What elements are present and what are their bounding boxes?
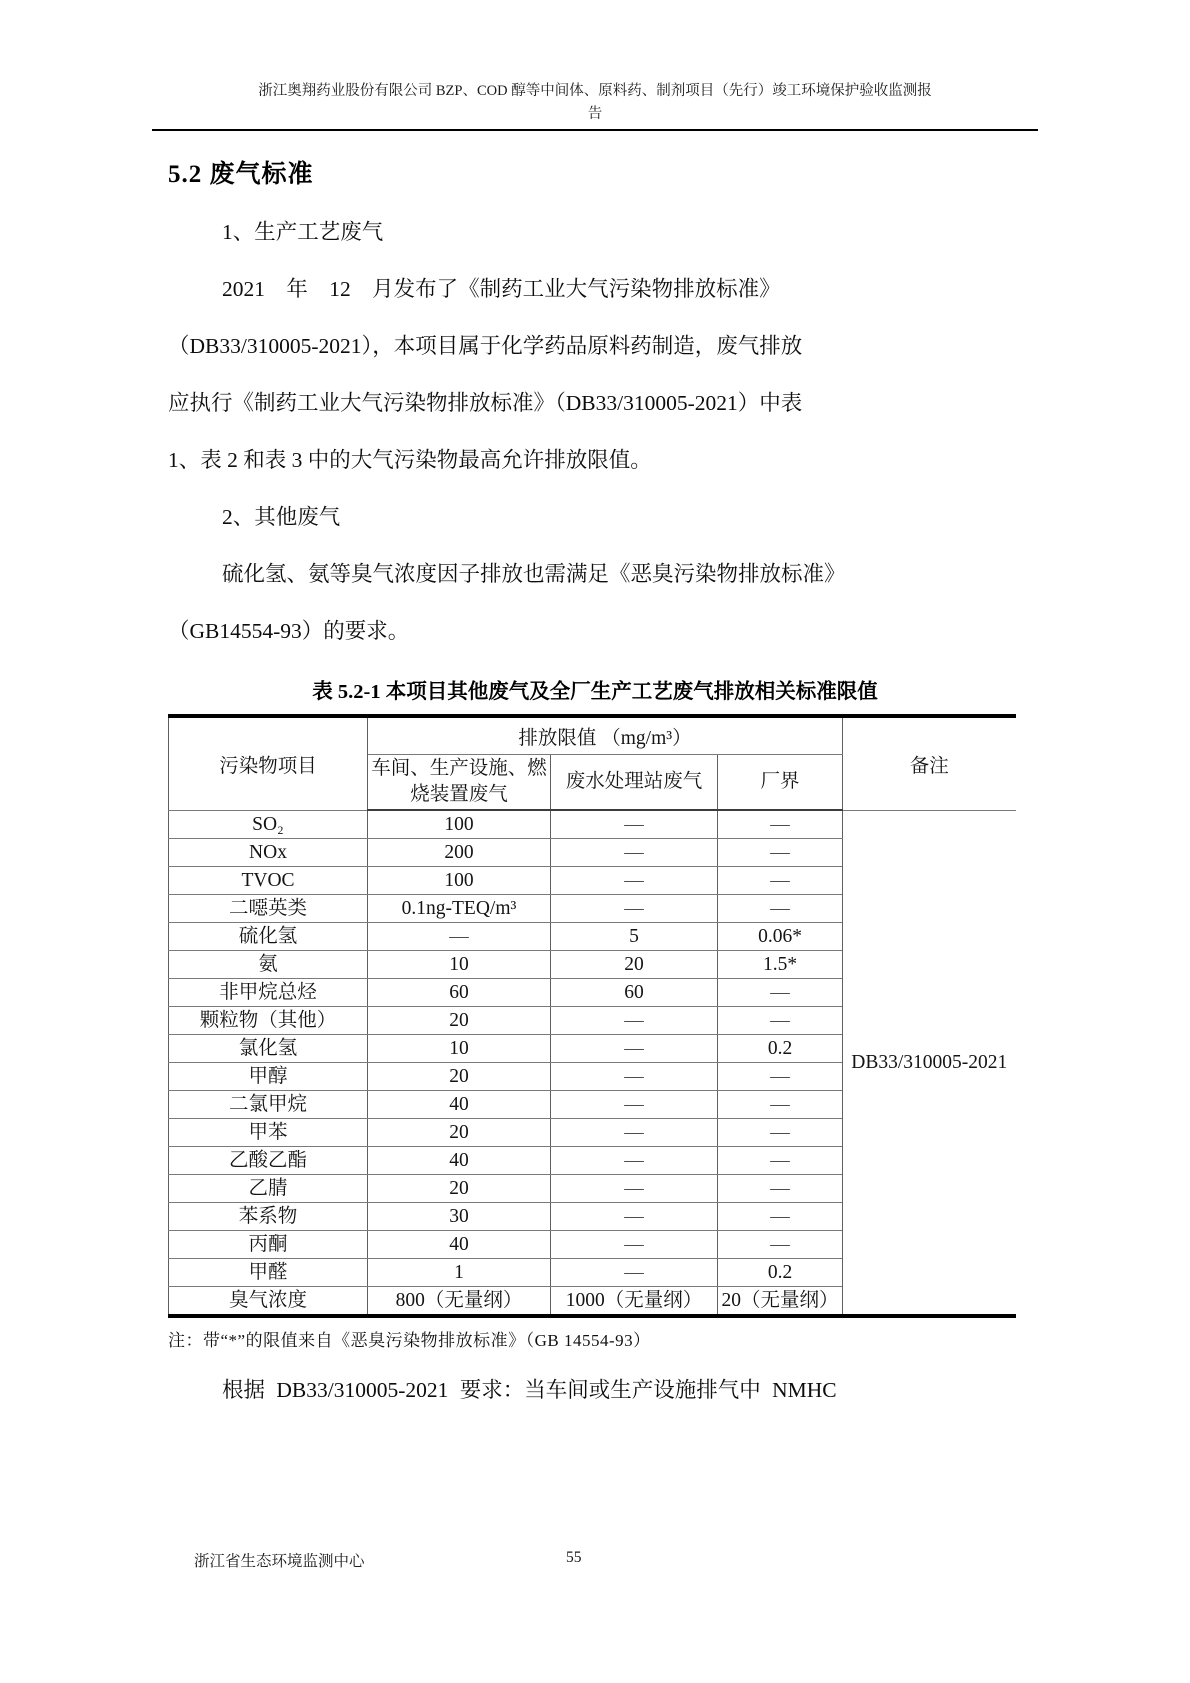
pollutant-name-cell: 甲苯 xyxy=(169,1119,368,1147)
limit-value-cell: — xyxy=(551,810,718,839)
limit-value-cell: — xyxy=(551,839,718,867)
limit-value-cell: 20（无量纲） xyxy=(718,1287,843,1317)
body-text-line: （GB14554-93）的要求。 xyxy=(168,619,410,643)
limit-value-cell: 20 xyxy=(368,1063,551,1091)
pollutant-name-cell: 乙腈 xyxy=(169,1175,368,1203)
limit-value-cell: — xyxy=(718,1063,843,1091)
limit-value-cell: 0.1ng-TEQ/m³ xyxy=(368,895,551,923)
running-header-line2: 告 xyxy=(587,106,603,122)
standards-table xyxy=(168,714,1016,1318)
header-rule xyxy=(152,129,1038,131)
table-row xyxy=(169,810,1016,839)
limit-value-cell: 100 xyxy=(368,867,551,895)
pollutant-name-cell: 非甲烷总烃 xyxy=(169,979,368,1007)
limit-value-cell: 20 xyxy=(368,1007,551,1035)
limit-value-cell: — xyxy=(718,1203,843,1231)
limit-value-cell: 40 xyxy=(368,1147,551,1175)
page-footer xyxy=(168,1549,1022,1571)
col-header-workshop: 车间、生产设施、燃烧装置废气 xyxy=(368,754,551,810)
pollutant-name-cell: 臭气浓度 xyxy=(169,1287,368,1317)
closing-paragraph: 根据 DB33/310005-2021 要求：当车间或生产设施排气中 NMHC xyxy=(222,1378,837,1402)
limit-value-cell: 60 xyxy=(368,979,551,1007)
pollutant-name-cell: 氯化氢 xyxy=(169,1035,368,1063)
body-text-line: 硫化氢、氨等臭气浓度因子排放也需满足《恶臭污染物排放标准》 xyxy=(222,562,846,586)
limit-value-cell: — xyxy=(551,895,718,923)
body-paragraphs xyxy=(168,204,1022,660)
limit-value-cell: — xyxy=(551,1203,718,1231)
limit-value-cell: 200 xyxy=(368,839,551,867)
limit-value-cell: — xyxy=(551,1119,718,1147)
pollutant-name-cell: 甲醛 xyxy=(169,1259,368,1287)
limit-value-cell: — xyxy=(551,1259,718,1287)
limit-value-cell: — xyxy=(718,1091,843,1119)
table-caption: 表 5.2-1 本项目其他废气及全厂生产工艺废气排放相关标准限值 xyxy=(312,681,878,703)
limit-value-cell: — xyxy=(551,1035,718,1063)
limit-value-cell: — xyxy=(718,810,843,839)
section-title: 5.2 废气标准 xyxy=(168,161,314,188)
limit-value-cell: 1 xyxy=(368,1259,551,1287)
table-header-group-row xyxy=(169,716,1016,754)
limit-value-cell: — xyxy=(718,1147,843,1175)
footer-page-number: 55 xyxy=(566,1549,582,1566)
pollutant-name-cell: TVOC xyxy=(169,867,368,895)
pollutant-name-cell: 二氯甲烷 xyxy=(169,1091,368,1119)
limit-value-cell: 0.2 xyxy=(718,1259,843,1287)
col-header-pollutant: 污染物项目 xyxy=(169,716,368,810)
limit-value-cell: 1.5* xyxy=(718,951,843,979)
limit-value-cell: 40 xyxy=(368,1091,551,1119)
limit-value-cell: 0.2 xyxy=(718,1035,843,1063)
limit-value-cell: 1000（无量纲） xyxy=(551,1287,718,1317)
page-content xyxy=(168,148,1022,1404)
limit-value-cell: 10 xyxy=(368,1035,551,1063)
body-text-line: 1、生产工艺废气 xyxy=(222,220,384,244)
limit-value-cell: — xyxy=(551,1231,718,1259)
pollutant-name-cell: 氨 xyxy=(169,951,368,979)
body-text-line: 2021 年 12 月发布了《制药工业大气污染物排放标准》 xyxy=(222,277,781,301)
pollutant-name-cell: NOx xyxy=(169,839,368,867)
body-text-line: 应执行《制药工业大气污染物排放标准》（DB33/310005-2021）中表 xyxy=(168,391,803,415)
pollutant-name-cell: 二噁英类 xyxy=(169,895,368,923)
limit-value-cell: — xyxy=(551,867,718,895)
table-note: 注：带“*”的限值来自《恶臭污染物排放标准》（GB 14554-93） xyxy=(168,1331,651,1350)
running-header xyxy=(152,80,1038,126)
limit-value-cell: — xyxy=(551,1091,718,1119)
limit-value-cell: 20 xyxy=(368,1119,551,1147)
limit-value-cell: 20 xyxy=(368,1175,551,1203)
limit-value-cell: — xyxy=(718,1175,843,1203)
limit-value-cell: — xyxy=(718,1231,843,1259)
limit-value-cell: — xyxy=(718,839,843,867)
body-text-line: 2、其他废气 xyxy=(222,505,341,529)
limit-value-cell: — xyxy=(551,1147,718,1175)
limit-value-cell: — xyxy=(718,979,843,1007)
limit-value-cell: 30 xyxy=(368,1203,551,1231)
pollutant-name-cell: 乙酸乙酯 xyxy=(169,1147,368,1175)
limit-value-cell: 5 xyxy=(551,923,718,951)
limit-value-cell: 0.06* xyxy=(718,923,843,951)
limit-value-cell: — xyxy=(718,1007,843,1035)
footer-organization: 浙江省生态环境监测中心 xyxy=(194,1553,365,1570)
limit-value-cell: 10 xyxy=(368,951,551,979)
pollutant-name-cell: 丙酮 xyxy=(169,1231,368,1259)
limit-value-cell: — xyxy=(551,1175,718,1203)
running-header-line1: 浙江奥翔药业股份有限公司 BZP、COD 醇等中间体、原料药、制剂项目（先行）竣工环境保护验收监测报 xyxy=(258,83,932,99)
col-header-limit-group: 排放限值 （mg/m³） xyxy=(368,716,843,754)
limit-value-cell: 40 xyxy=(368,1231,551,1259)
remark-cell: DB33/310005-2021 xyxy=(843,810,1016,1316)
limit-value-cell: — xyxy=(718,867,843,895)
body-text-line: 1、表 2 和表 3 中的大气污染物最高允许排放限值。 xyxy=(168,448,652,472)
pollutant-name-cell: 甲醇 xyxy=(169,1063,368,1091)
limit-value-cell: — xyxy=(551,1007,718,1035)
limit-value-cell: — xyxy=(718,1119,843,1147)
pollutant-name-cell: 硫化氢 xyxy=(169,923,368,951)
limit-value-cell: 100 xyxy=(368,810,551,839)
pollutant-name-cell: 颗粒物（其他） xyxy=(169,1007,368,1035)
limit-value-cell: — xyxy=(718,895,843,923)
limit-value-cell: — xyxy=(368,923,551,951)
limit-value-cell: 800（无量纲） xyxy=(368,1287,551,1317)
limit-value-cell: — xyxy=(551,1063,718,1091)
col-header-remark: 备注 xyxy=(843,716,1016,810)
limit-value-cell: 60 xyxy=(551,979,718,1007)
limit-value-cell: 20 xyxy=(551,951,718,979)
col-header-wastewater-station: 废水处理站废气 xyxy=(551,754,718,810)
body-text-line: （DB33/310005-2021），本项目属于化学药品原料药制造，废气排放 xyxy=(168,334,803,358)
col-header-factory-boundary: 厂界 xyxy=(718,754,843,810)
pollutant-name-cell: SO₂ xyxy=(169,810,368,839)
pollutant-name-cell: 苯系物 xyxy=(169,1203,368,1231)
